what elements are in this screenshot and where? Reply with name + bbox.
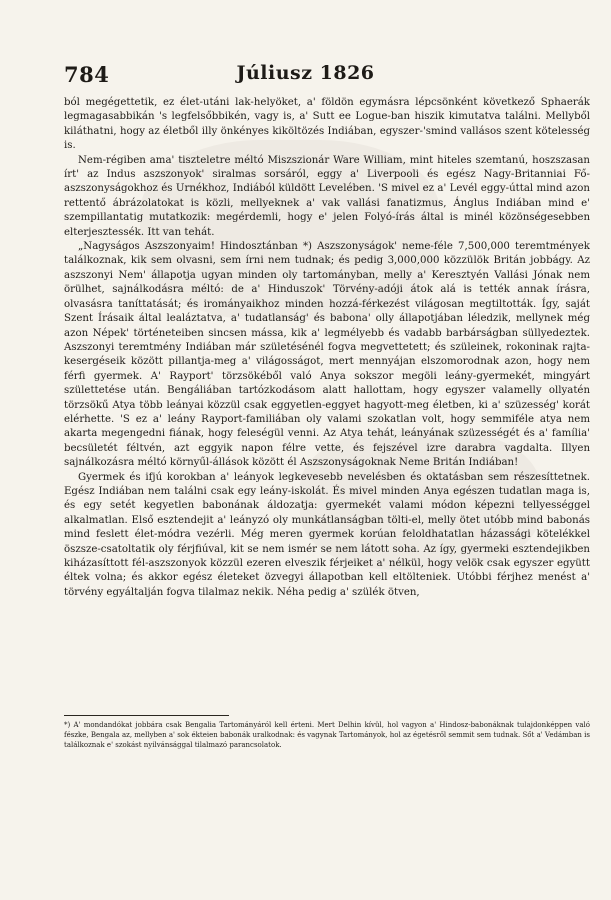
page-number: 784	[64, 62, 110, 87]
running-title: Júliusz 1826	[236, 62, 375, 84]
page-header	[64, 62, 547, 90]
paragraph: „Nagyságos Aszszonyaim! Hindosztánban *) Aszszonyságok' neme-féle 7,500,000 teremtmények találkoznak, kik sem olvasni, sem írni nem tudnak; és pedig 3,000,000 közzülök Britán jobbágy. Az aszszonyi Nem' állapotja ugyan minden oly tartományban, melly a' Keresztyén Vallási Jónak nem örülhet, sajnálkodásra méltó: de a' Hinduszok' Törvény-adóji átok alá is tették annak írásra, olvasásra taníttatását; és irományaikhoz minden hozzá-férkezést világosan megtiltották. Így, saját Szent Írásaik által lealáztatva, a' tudatlanság' és babona' olly állapotjában léledzik, mellynek még azon Népek' történeteiben sincsen mássa, kik a' legmélyebb és vadabb barbárságban süllyedeztek. Aszszonyi teremtmény Indiában már születésénél fogva megvettetett; és szüleinek, rokoninak rajta-kesergéseik között pillantja-meg a' világosságot, mert mennyájan elszomorodnak azon, hogy nem férfi gyermek. A' Rayport' törzsökéből való Anya sokszor megöli leány-gyermekét, mingyárt születtetése után. Bengáliában tartózkodásom alatt hallottam, hogy egyszer valamelly ollyatén törzsökű Atya több leányai közzül csak eggyetlen-eggyet hagyott-meg életben, ki a' szüzesség' korát elérhette. 'S ez a' leány Rayport-familiában oly valami szokatlan volt, hogy semmiféle atya nem akarta megengedni fiának, hogy feleségül venni. Az Atya tehát, leányának szüzességét és a' família' becsületét féltvén, azt eggyik napon félre vette, és fejszével izre darabra vagdalta. Illyen sajnálkozásra méltó környűl-állások között él Aszszonyságoknak Neme Britán Indiában!	[64, 241, 590, 469]
paragraph: Nem-régiben ama' tiszteletre méltó Miszszionár Ware William, mint hiteles szemtanú, hoszszasan írt' az Indus aszszonyok' siralmas sorsáról, eggy a' Liverpooli és egész Nagy-Britanniai Fő-aszszonyságokhoz és Urnékhoz, Indiából küldött Levelében. 'S mivel ez a' Levél eggy-úttal mind azon rettentő ábrázolatokat is közli, mellyeknek a' vak vallási fanatizmus, Ánglus Indiában mind e' szempillantatig mutatkozik: megérdemli, hogy e' jelen Folyó-írás által is minél közönségesebben elterjesztessék. Itt van tehát.	[64, 154, 590, 238]
body-text	[64, 96, 590, 600]
paragraph: ból megégettetik, ez élet-utáni lak-helyöket, a' földön egymásra lépcsönként következő Sphaerák legmagasabbikán 's legfelsőbbikén, vagy is, a' Sutt ee Logue-ban hiszik kimutatva találni. Mellyből kiláthatni, hogy az életből illy önkényes kiköltözés Indiában, egyszer-'smind vallásos szent kötelesség is.	[64, 97, 590, 152]
footnote: *) A' mondandókat jobbára csak Bengalia Tartományáról kell érteni. Mert Delhin kívül, hol vagyon a' Hindosz-babonáknak tulajdonképpen való fészke, Bengala az, mellyben a' sok ékteien babonák uralkodnak: és vagynak Tartományok, hol az égetésről semmit sem tudnak. Sőt a' Vedámban is találkoznak e' szokást nyilvánsággal tilalmazó parancsolatok.	[64, 721, 590, 749]
footnote-divider	[64, 715, 229, 716]
paragraph: Gyermek és ifjú korokban a' leányok legkevesebb nevelésben és oktatásban sem részesíttetnek. Egész Indiában nem találni csak egy leány-iskolát. És mivel minden Anya egészen tudatlan maga is, és egy setét kegyetlen babonának áldozatja: gyermekét valami módon képezni tellyességgel alkalmatlan. Első esztendejit a' leányzó oly munkátlanságban tölti-el, melly ötet utóbb mind babonás mind feslett élet-módra vezérli. Még meren gyermek korúan feloldhatatlan házassági kötelékkel öszsze-csatoltatik oly férjfiúval, kit se nem ismér se nem látott soha. Az így, gyermeki esztendejikben kiházasíttott fél-aszszonyok közzül ezeren elveszik férjeiket a' nélkül, hogy velök csak egyszer együtt éltek volna; és akkor egész életeket özvegyi állapotban kell eltölteniek. Utóbbi férjhez menést a' törvény egyáltalján fogva tilalmaz nekik. Néha pedig a' szülék ötven,	[64, 471, 590, 598]
